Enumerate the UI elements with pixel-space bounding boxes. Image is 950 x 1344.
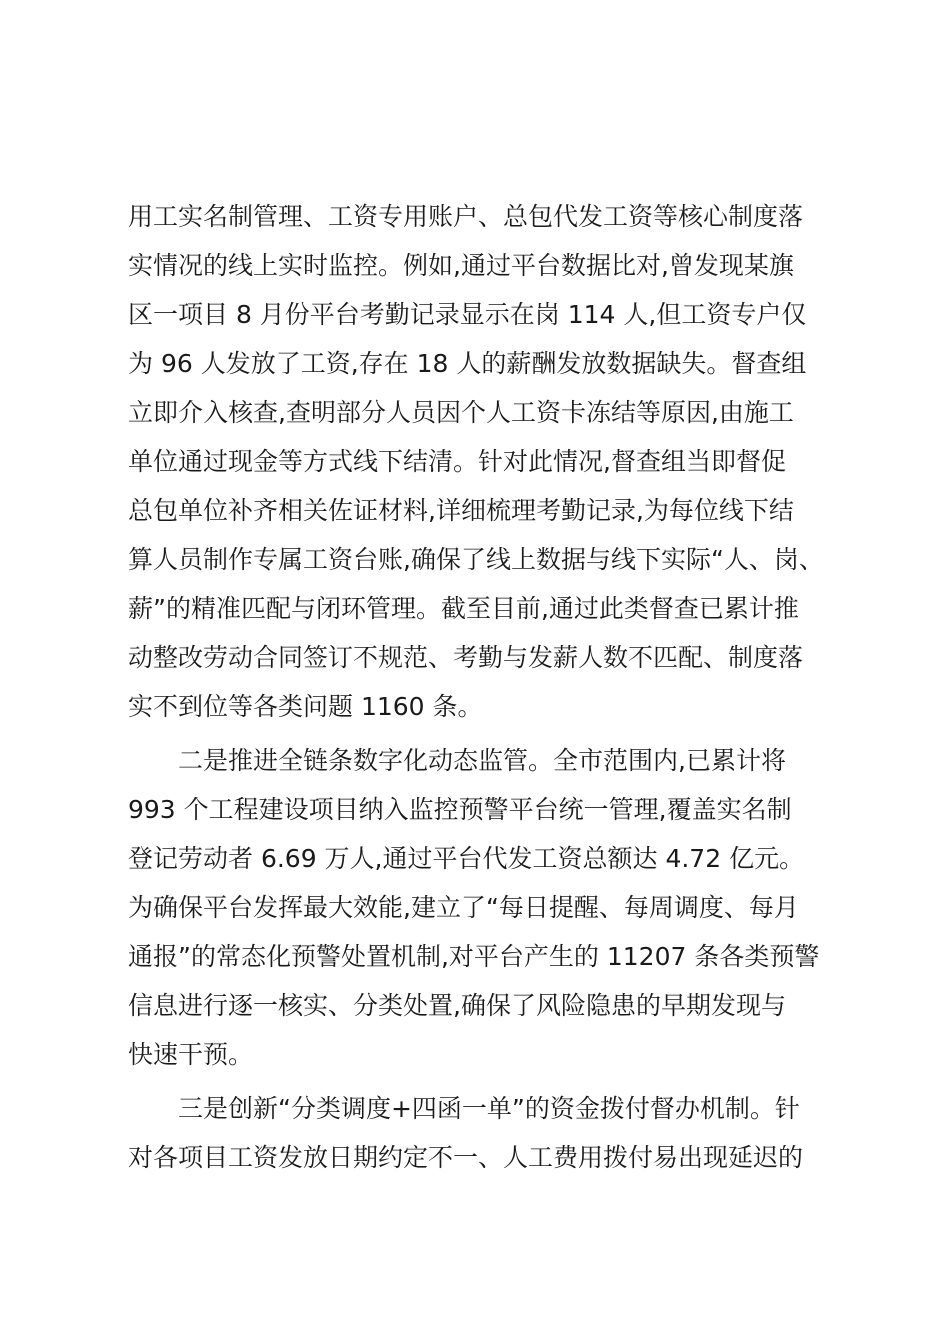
text-line: 立即介入核查,查明部分人员因个人工资卡冻结等原因,由施工 — [128, 398, 794, 427]
text-line: 动整改劳动合同签订不规范、考勤与发薪人数不匹配、制度落 — [128, 643, 804, 672]
text-line: 信息进行逐一核实、分类处置,确保了风险隐患的早期发现与 — [128, 991, 786, 1020]
text-line: 为确保平台发挥最大效能,建立了“每日提醒、每周调度、每月 — [128, 893, 799, 922]
text-line: 单位通过现金等方式线下结清。针对此情况,督查组当即督促 — [128, 447, 786, 476]
paragraph-point-three — [128, 1084, 828, 1182]
text-line: 二是推进全链条数字化动态监管。全市范围内,已累计将 — [178, 746, 786, 775]
text-line: 为 96 人发放了工资,存在 18 人的薪酬发放数据缺失。督查组 — [128, 349, 807, 378]
text-line: 快速干预。 — [128, 1040, 254, 1069]
text-line: 993 个工程建设项目纳入监控预警平台统一管理,覆盖实名制 — [128, 795, 792, 824]
text-line: 区一项目 8 月份平台考勤记录显示在岗 114 人,但工资专户仅 — [128, 300, 807, 329]
text-line: 通报”的常态化预警处置机制,对平台产生的 11207 条各类预警 — [128, 942, 820, 971]
text-line: 用工实名制管理、工资专用账户、总包代发工资等核心制度落 — [128, 202, 804, 231]
text-line: 实情况的线上实时监控。例如,通过平台数据比对,曾发现某旗 — [128, 251, 794, 280]
text-line: 总包单位补齐相关佐证材料,详细梳理考勤记录,为每位线下结 — [128, 496, 794, 525]
text-line: 薪”的精准匹配与闭环管理。截至目前,通过此类督查已累计推 — [128, 594, 799, 623]
text-line: 实不到位等各类问题 1160 条。 — [128, 692, 483, 721]
text-line: 三是创新“分类调度+四函一单”的资金拨付督办机制。针 — [178, 1094, 800, 1123]
paragraph-continued — [128, 192, 828, 731]
document-body — [128, 192, 828, 1187]
text-line: 登记劳动者 6.69 万人,通过平台代发工资总额达 4.72 亿元。 — [128, 844, 805, 873]
paragraph-point-two — [128, 736, 828, 1079]
text-line: 对各项目工资发放日期约定不一、人工费用拨付易出现延迟的 — [128, 1143, 804, 1172]
text-line: 算人员制作专属工资台账,确保了线上数据与线下实际“人、岗、 — [128, 545, 824, 574]
